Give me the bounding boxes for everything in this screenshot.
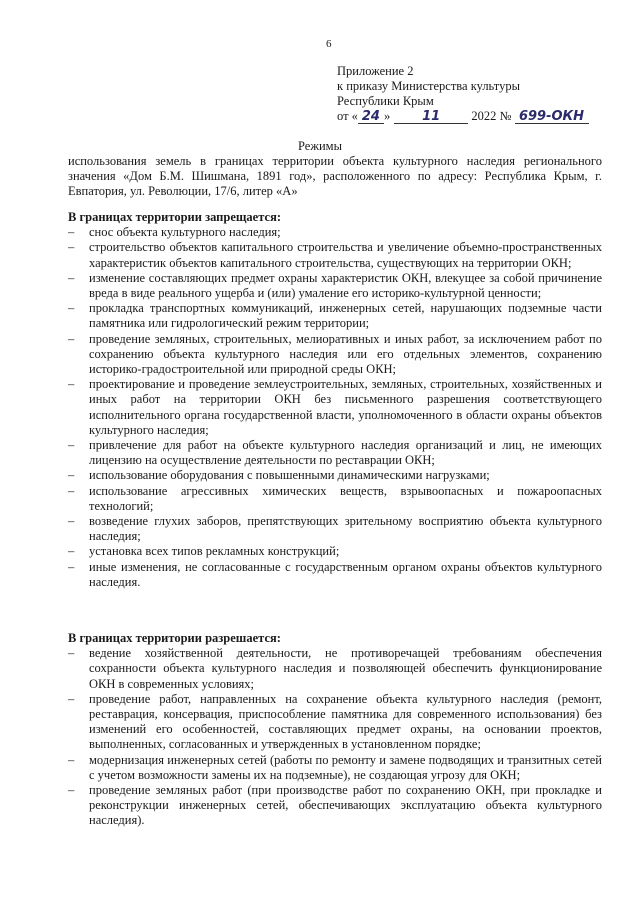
date-year-number-label: 2022 № — [471, 109, 512, 123]
list-item: – возведение глухих заборов, препятствующих зрительному восприятию объекта культурного наследия; — [68, 514, 602, 544]
appendix-date-line — [337, 109, 589, 124]
dash-bullet: – — [68, 301, 75, 316]
list-item: – иные изменения, не согласованные с государственным органом охраны объектов культурного наследия. — [68, 559, 602, 589]
forbidden-list — [68, 225, 602, 590]
list-item: – использование оборудования с повышенными динамическими нагрузками; — [68, 468, 490, 483]
dash-bullet: – — [68, 783, 75, 798]
dash-bullet: – — [68, 691, 75, 706]
dash-bullet: – — [68, 514, 75, 529]
list-item: – проведение земляных работ (при производстве работ по сохранению ОКН, при прокладке и реконструкции инженерных сетей, обеспечивающих эксплуатацию объекта культурного наследия). — [68, 783, 602, 828]
appendix-order-line: к приказу Министерства культуры — [337, 79, 520, 93]
document-subtitle: использования земель в границах территории объекта культурного наследия регионального значения «Дом Б.М. Шишмана, 1891 год», расположенного по адресу: Республика Крым, г. Евпатория, ул. Революции, 17/6, литер «А» — [68, 154, 602, 199]
handwritten-order-number: 699-ОКН — [515, 110, 589, 124]
allowed-section — [68, 631, 602, 829]
page-number: 6 — [326, 38, 332, 50]
dash-bullet: – — [68, 225, 75, 240]
allowed-heading: В границах территории разрешается: — [68, 631, 281, 645]
allowed-list — [68, 646, 602, 828]
appendix-ministry-line: Республики Крым — [337, 94, 434, 108]
dash-bullet: – — [68, 240, 75, 255]
dash-bullet: – — [68, 752, 75, 767]
list-item: – проектирование и проведение землеустроительных, земляных, строительных, хозяйственных и иных работ на территории ОКН без письменного разрешения соответствующего исполнительного органа государственной власти, уполномоченного в области охраны объектов культурного наследия; — [68, 377, 602, 437]
list-item: – привлечение для работ на объекте культурного наследия организаций и лиц, не имеющих лицензию на осуществление деятельности по реставрации ОКН; — [68, 438, 602, 468]
handwritten-day: 24 — [358, 110, 384, 124]
dash-bullet: – — [68, 438, 75, 453]
handwritten-month: 11 — [394, 110, 468, 124]
list-item: – проведение работ, направленных на сохранение объекта культурного наследия (ремонт, реставрация, консервация, приспособление памятника для современного использования) без изменений его особенностей, составляющих предмет охраны, на основании проектов, выполненных, согласованных и утвержденных в установленном порядке; — [68, 691, 602, 752]
dash-bullet: – — [68, 646, 75, 661]
dash-bullet: – — [68, 270, 75, 285]
date-prefix: от « — [337, 109, 358, 123]
list-item: – модернизация инженерных сетей (работы по ремонту и замене подводящих и транзитных сетей с учетом возможности замены их на подземные), не создающая угрозу для ОКН; — [68, 752, 602, 782]
dash-bullet: – — [68, 377, 75, 392]
date-day-close: » — [383, 109, 391, 123]
list-item: – строительство объектов капитального строительства и увеличение объемно-пространственных характеристик объектов капитального строительства, существующих на территории ОКН; — [68, 240, 602, 270]
appendix-block — [337, 64, 589, 124]
dash-bullet: – — [68, 483, 75, 498]
forbidden-section — [68, 210, 602, 590]
dash-bullet: – — [68, 544, 75, 559]
list-item: – ведение хозяйственной деятельности, не противоречащей требованиям обеспечения сохранности объекта культурного наследия и позволяющей обеспечить функционирование ОКН в современных условиях; — [68, 646, 602, 691]
dash-bullet: – — [68, 559, 75, 574]
forbidden-heading: В границах территории запрещается: — [68, 210, 282, 224]
list-item: – изменение составляющих предмет охраны характеристик ОКН, влекущее за собой причинение вреда в виде реального ущерба и (или) умаление его историко-культурной ценности; — [68, 270, 602, 301]
list-item: – установка всех типов рекламных конструкций; — [68, 544, 340, 559]
appendix-title: Приложение 2 — [337, 64, 414, 78]
dash-bullet: – — [68, 331, 75, 346]
list-item: – снос объекта культурного наследия; — [68, 225, 281, 240]
list-item: – использование агрессивных химических веществ, взрывоопасных и пожароопасных технологий; — [68, 483, 602, 513]
document-title: Режимы — [298, 139, 342, 153]
list-item: – прокладка транспортных коммуникаций, инженерных сетей, нарушающих подземные части памятника или гидрологический режим территории; — [68, 301, 602, 331]
list-item: – проведение земляных, строительных, мелиоративных и иных работ, за исключением работ по сохранению объекта культурного наследия или его отдельных элементов, сохранению историко-градостроительной или природной среды ОКН; — [68, 331, 602, 377]
dash-bullet: – — [68, 468, 75, 483]
